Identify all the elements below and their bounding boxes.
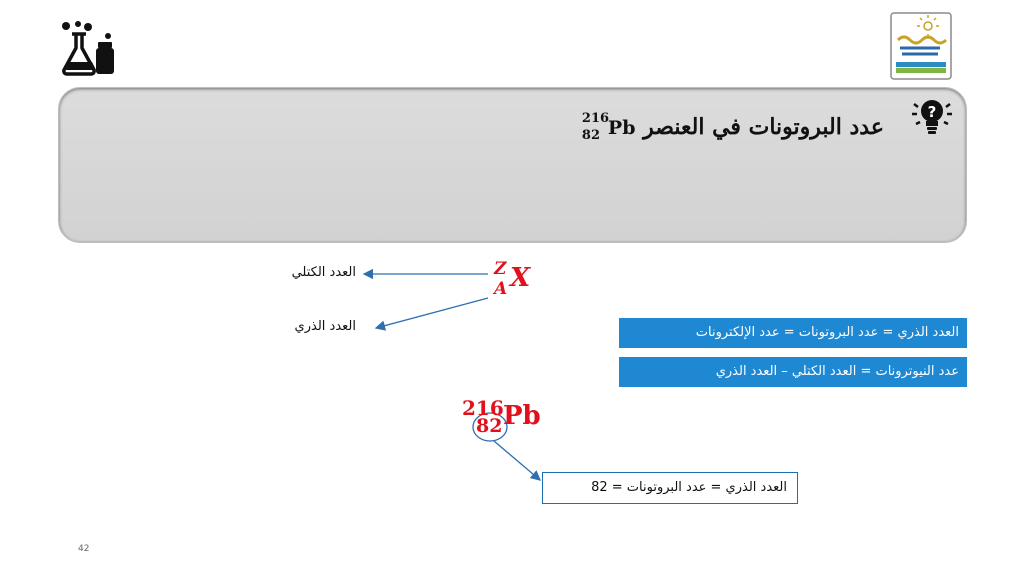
page-number: 42 [78, 544, 90, 554]
atomic-arrow [376, 298, 488, 328]
example-atomic-number: 82 [476, 415, 503, 437]
rule-box-neutrons: عدد النيوترونات = العدد الكتلي – العدد الذري [619, 357, 967, 387]
mass-number-label: العدد الكتلي [291, 265, 356, 280]
question-symbol: Pb [607, 117, 636, 139]
question-atomic-number: 82 [581, 128, 600, 143]
question-mass-number: 216 [581, 111, 610, 126]
notation-bottom-letter: A [494, 279, 508, 299]
rule-box-protons: العدد الذري = عدد البروتونات = عدد الإلكترونات [619, 318, 967, 348]
svg-text:?: ? [927, 103, 937, 121]
example-mass-number: 216 [462, 396, 504, 420]
example-symbol: Pb [503, 401, 541, 431]
result-arrow [494, 441, 540, 480]
notation-top-letter: Z [494, 259, 507, 279]
result-box: العدد الذري = عدد البروتونات = 82 [542, 472, 798, 504]
question-label: عدد البروتونات في العنصر [643, 114, 884, 140]
notation-symbol: X [510, 263, 531, 293]
atomic-number-label: العدد الذري [294, 319, 356, 334]
